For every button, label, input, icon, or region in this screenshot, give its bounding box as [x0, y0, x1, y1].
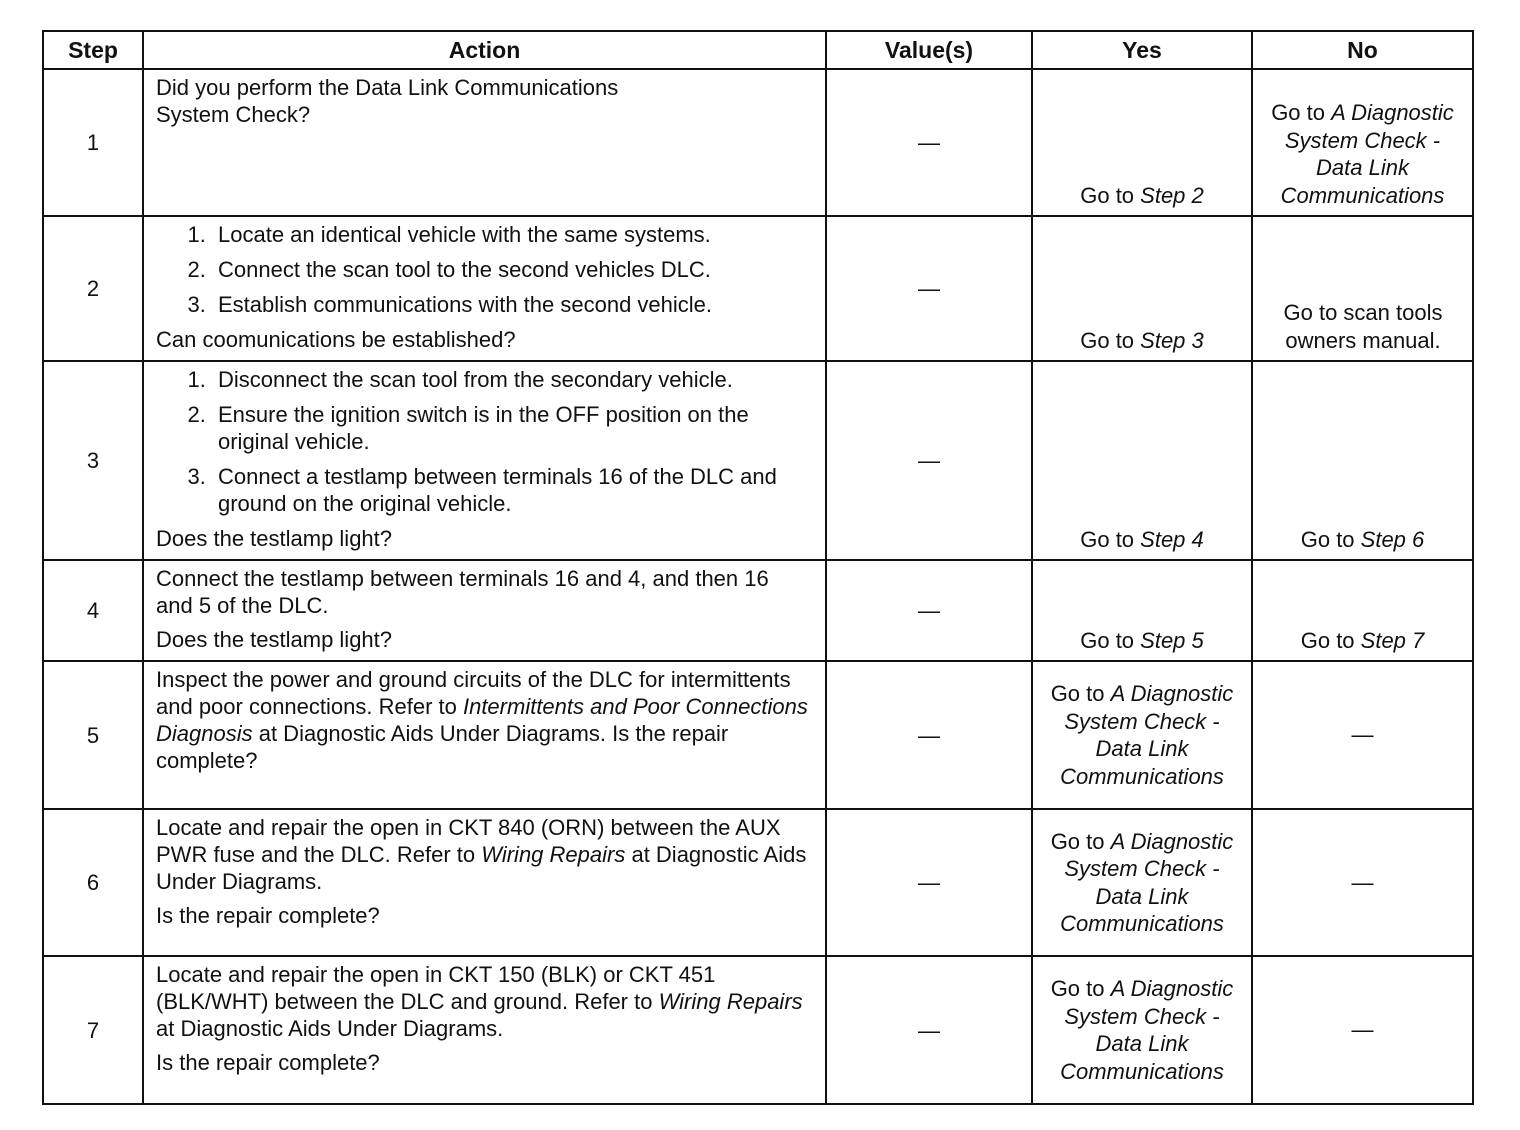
value-cell: —: [826, 661, 1032, 809]
table-row: [43, 661, 1473, 809]
step-number: 4: [43, 560, 143, 661]
list-item: 1. Locate an identical vehicle with the same systems.: [212, 221, 815, 248]
yes-cell: Go to Step 3: [1032, 216, 1252, 361]
no-cell: —: [1252, 661, 1473, 809]
yes-cell: Go to A Diagnostic System Check - Data Link Communications: [1032, 661, 1252, 809]
action-steps-list: [156, 221, 815, 318]
no-ref: A Diagnostic System Check - Data Link Communications: [1280, 100, 1454, 208]
action-cell: [143, 809, 826, 956]
value-cell: —: [826, 216, 1032, 361]
action-question: Can coomunications be established?: [156, 327, 516, 352]
yes-ref: A Diagnostic System Check - Data Link Communications: [1060, 976, 1234, 1084]
yes-cell: Go to Step 5: [1032, 560, 1252, 661]
yes-ref: Step 2: [1140, 182, 1204, 208]
list-item: 1. Disconnect the scan tool from the secondary vehicle.: [212, 366, 815, 393]
table-row: [43, 809, 1473, 956]
step-number: 5: [43, 661, 143, 809]
action-cell: [143, 69, 826, 216]
action-text: Inspect the power and ground circuits of the DLC for intermittents and poor connections. Refer to Intermittents and Poor Connections Diagnosis at Diagnostic Aids Under Diagrams. Is the repair complete?: [156, 667, 808, 773]
action-question: Is the repair complete?: [156, 1050, 380, 1075]
value-cell: —: [826, 956, 1032, 1104]
value-cell: —: [826, 361, 1032, 560]
action-reference: Wiring Repairs: [481, 842, 626, 867]
yes-ref: Step 5: [1140, 627, 1204, 653]
list-item: 2. Ensure the ignition switch is in the OFF position on the original vehicle.: [212, 401, 815, 455]
no-cell: Go to A Diagnostic System Check - Data Link Communications: [1252, 69, 1473, 216]
step-number: 3: [43, 361, 143, 560]
action-cell: [143, 661, 826, 809]
yes-cell: Go to Step 2: [1032, 69, 1252, 216]
list-item: 2. Connect the scan tool to the second vehicles DLC.: [212, 256, 815, 283]
no-cell: —: [1252, 956, 1473, 1104]
table-row: [43, 361, 1473, 560]
action-question: Does the testlamp light?: [156, 526, 393, 551]
header-no: No: [1252, 31, 1473, 69]
step-number: 1: [43, 69, 143, 216]
action-reference: Intermittents and Poor Connections Diagnosis: [156, 694, 808, 746]
step-number: 2: [43, 216, 143, 361]
action-question: Is the repair complete?: [156, 903, 380, 928]
no-cell: Go to Step 7: [1252, 560, 1473, 661]
header-yes: Yes: [1032, 31, 1252, 69]
yes-ref: Step 4: [1140, 526, 1204, 552]
table-row: [43, 560, 1473, 661]
no-ref: Step 6: [1360, 526, 1425, 552]
action-cell: [143, 560, 826, 661]
value-cell: —: [826, 809, 1032, 956]
no-cell: Go to scan tools owners manual.: [1252, 216, 1473, 361]
action-text: Locate and repair the open in CKT 150 (BLK) or CKT 451 (BLK/WHT) between the DLC and ground. Refer to Wiring Repairs at Diagnostic Aids Under Diagrams.: [156, 962, 803, 1041]
header-action: Action: [143, 31, 826, 69]
action-steps-list: [156, 366, 815, 517]
no-cell: —: [1252, 809, 1473, 956]
step-number: 6: [43, 809, 143, 956]
no-cell: Go to Step 6: [1252, 361, 1473, 560]
yes-ref: A Diagnostic System Check - Data Link Communications: [1060, 681, 1234, 789]
header-row: [43, 31, 1473, 69]
action-cell: [143, 956, 826, 1104]
action-text: Did you perform the Data Link Communications System Check?: [156, 75, 619, 127]
yes-ref: Step 3: [1140, 327, 1204, 353]
action-reference: Wiring Repairs: [658, 989, 803, 1014]
step-number: 7: [43, 956, 143, 1104]
action-cell: [143, 216, 826, 361]
list-item: 3. Connect a testlamp between terminals 16 of the DLC and ground on the original vehicle.: [212, 463, 815, 517]
header-values: Value(s): [826, 31, 1032, 69]
yes-cell: Go to A Diagnostic System Check - Data Link Communications: [1032, 809, 1252, 956]
action-text: Connect the testlamp between terminals 16 and 4, and then 16 and 5 of the DLC.: [156, 566, 769, 618]
action-question: Does the testlamp light?: [156, 627, 393, 652]
yes-cell: Go to A Diagnostic System Check - Data Link Communications: [1032, 956, 1252, 1104]
value-cell: —: [826, 69, 1032, 216]
action-text: Locate and repair the open in CKT 840 (ORN) between the AUX PWR fuse and the DLC. Refer to Wiring Repairs at Diagnostic Aids Under Diagrams.: [156, 815, 807, 894]
list-item: 3. Establish communications with the second vehicle.: [212, 291, 815, 318]
yes-ref: A Diagnostic System Check - Data Link Communications: [1060, 828, 1234, 936]
table-row: [43, 216, 1473, 361]
header-step: Step: [43, 31, 143, 69]
diagnostic-table: [42, 30, 1474, 1105]
table-row: [43, 956, 1473, 1104]
action-cell: [143, 361, 826, 560]
yes-cell: Go to Step 4: [1032, 361, 1252, 560]
value-cell: —: [826, 560, 1032, 661]
table-row: [43, 69, 1473, 216]
no-ref: Step 7: [1360, 627, 1425, 653]
